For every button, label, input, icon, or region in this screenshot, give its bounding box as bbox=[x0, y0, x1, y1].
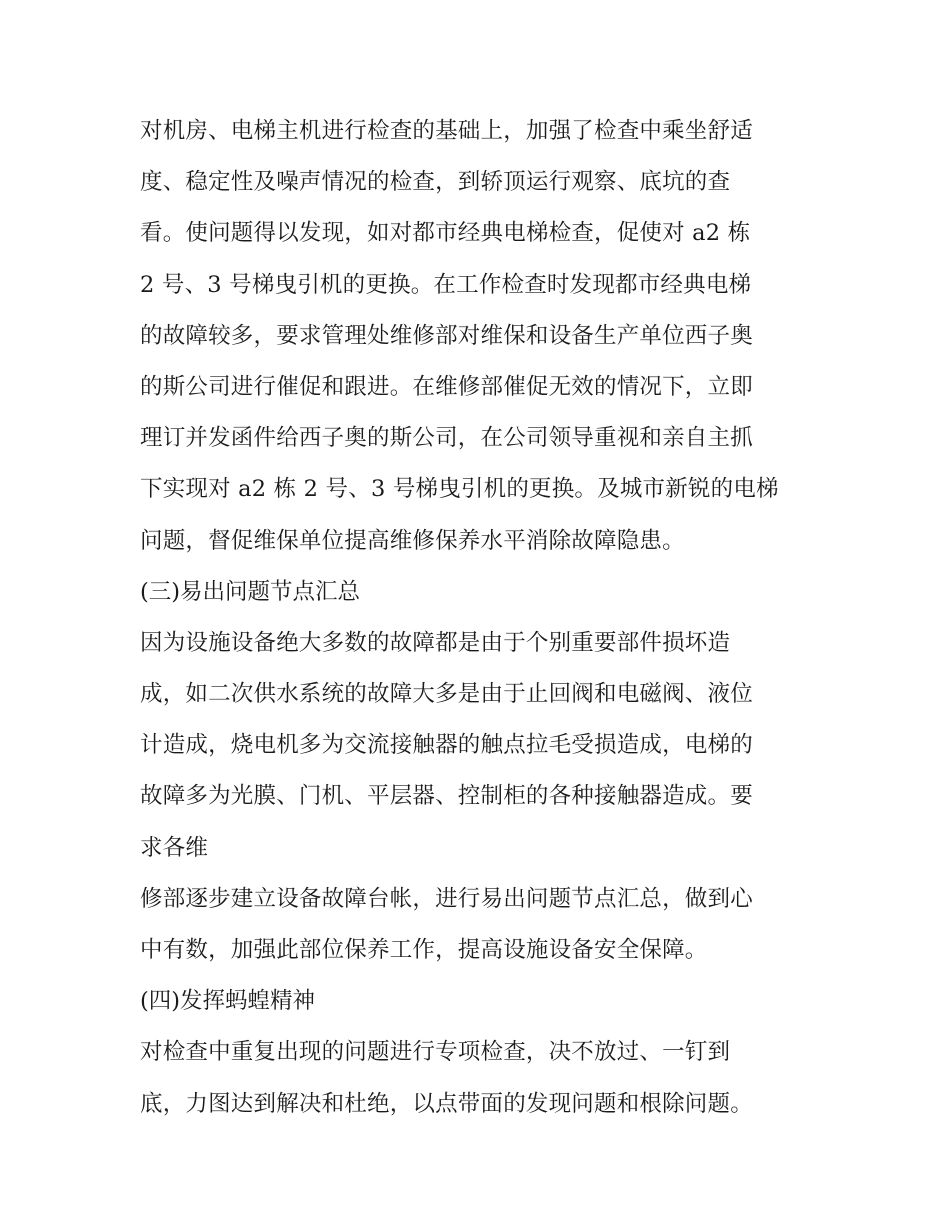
paragraph-line: 底，力图达到解决和杜绝，以点带面的发现问题和根除问题。 bbox=[140, 1090, 753, 1117]
paragraph-line: 看。使问题得以发现，如对都市经典电梯检查，促使对 a2 栋 bbox=[140, 220, 751, 247]
paragraph-line: 故障多为光膜、门机、平层器、控制柜的各种接触器造成。要 bbox=[140, 783, 753, 810]
section-heading-3: (三)易出问题节点汇总 bbox=[140, 578, 361, 605]
paragraph-line: 的斯公司进行催促和跟进。在维修部催促无效的情况下，立即 bbox=[140, 373, 753, 400]
paragraph-line: 对机房、电梯主机进行检查的基础上，加强了检查中乘坐舒适 bbox=[140, 118, 753, 144]
paragraph-line: 对检查中重复出现的问题进行专项检查，决不放过、一钉到 bbox=[140, 1039, 731, 1066]
paragraph-line: 的故障较多，要求管理处维修部对维保和设备生产单位西子奥 bbox=[140, 322, 753, 349]
paragraph-line: 理订并发函件给西子奥的斯公司，在公司领导重视和亲自主抓 bbox=[140, 425, 753, 452]
section-heading-4: (四)发挥蚂蝗精神 bbox=[140, 988, 316, 1015]
paragraph-line: 下实现对 a2 栋 2 号、3 号梯曳引机的更换。及城市新锐的电梯 bbox=[140, 476, 779, 503]
paragraph-line: 计造成，烧电机多为交流接触器的触点拉毛受损造成，电梯的 bbox=[140, 732, 753, 759]
paragraph-line: 因为设施设备绝大多数的故障都是由于个别重要部件损坏造 bbox=[140, 629, 731, 656]
paragraph-line: 修部逐步建立设备故障台帐，进行易出问题节点汇总，做到心 bbox=[140, 885, 753, 912]
paragraph-line: 问题，督促维保单位提高维修保养水平消除故障隐患。 bbox=[140, 527, 685, 554]
paragraph-line: 2 号、3 号梯曳引机的更换。在工作检查时发现都市经典电梯 bbox=[140, 271, 752, 298]
paragraph-line: 中有数，加强此部位保养工作，提高设施设备安全保障。 bbox=[140, 937, 708, 963]
paragraph-line: 成，如二次供水系统的故障大多是由于止回阀和电磁阀、液位 bbox=[140, 681, 753, 708]
paragraph-line: 求各维 bbox=[140, 834, 209, 861]
paragraph-line: 度、稳定性及噪声情况的检查，到轿顶运行观察、底坑的查 bbox=[140, 169, 731, 196]
document-body bbox=[140, 106, 820, 1130]
